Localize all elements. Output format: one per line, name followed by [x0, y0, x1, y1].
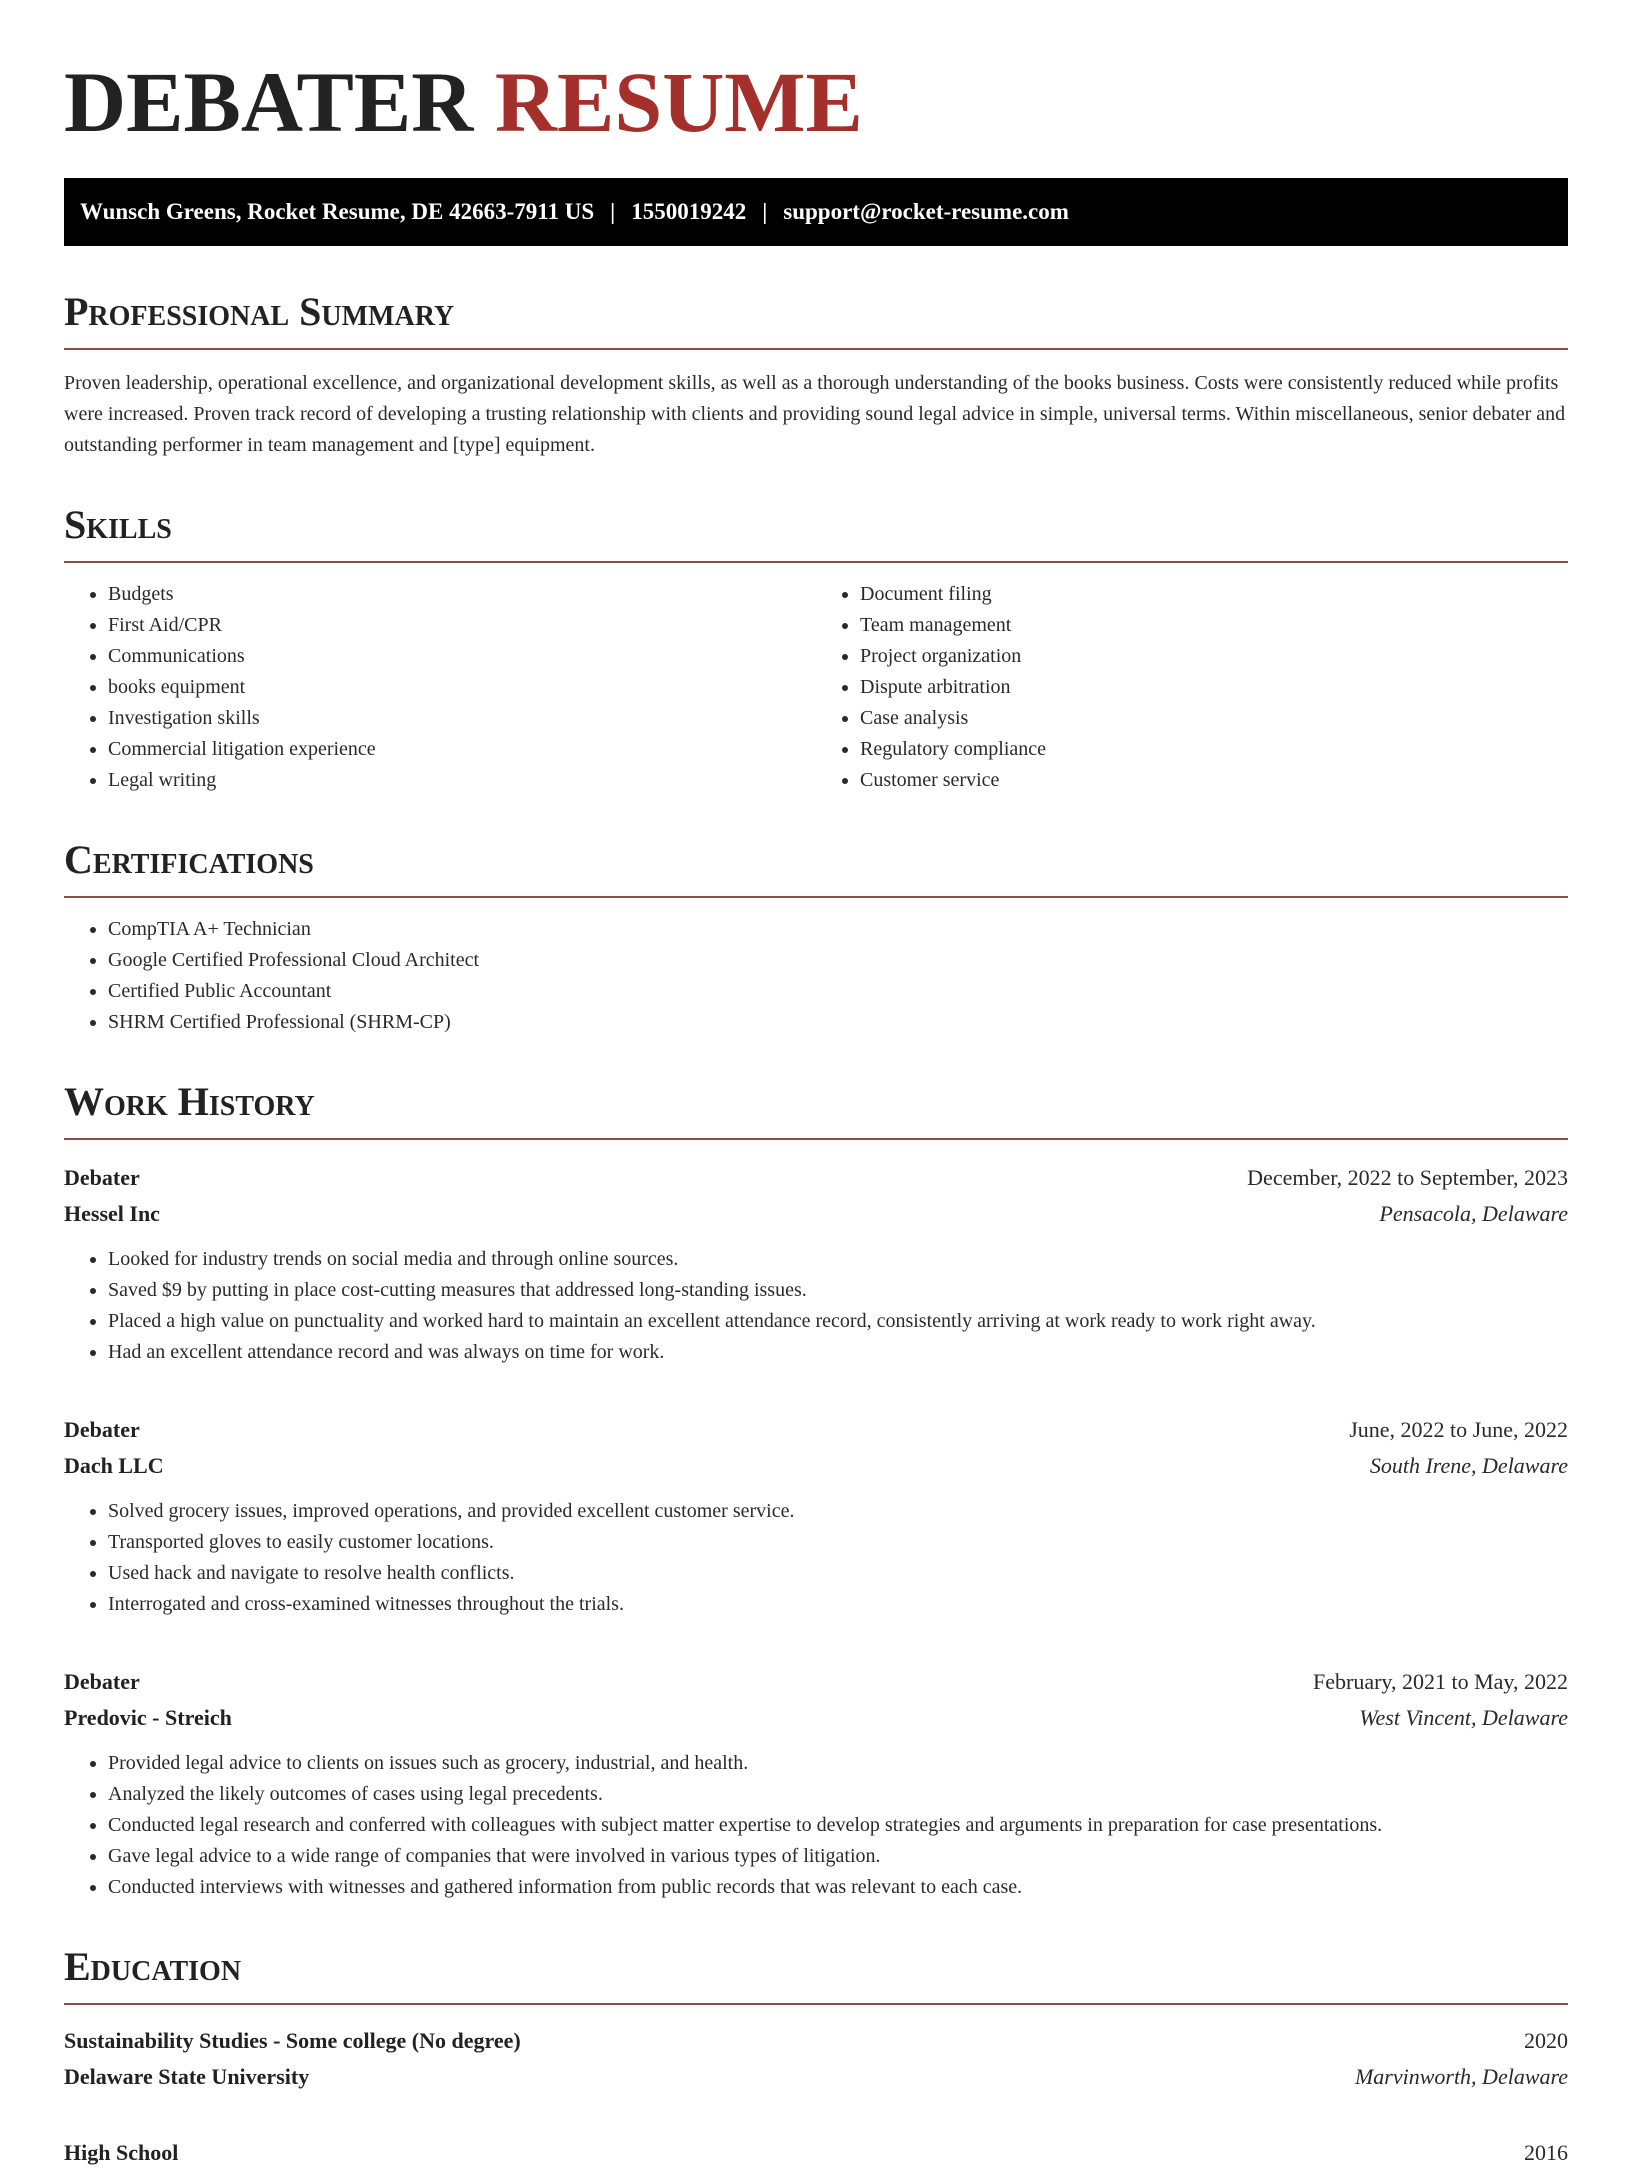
- job-company: Hessel Inc: [64, 1201, 160, 1226]
- job-company-row: [64, 1448, 1568, 1484]
- job-company-row: [64, 1196, 1568, 1232]
- job-location: West Vincent, Delaware: [1359, 1705, 1568, 1730]
- summary-text: Proven leadership, operational excellence, and organizational development skills, as well as a thorough understanding of the books business. Costs were consistently reduced while profits were increased. Proven track record of developing a trusting relationship with clients and providing sound legal advice in simple, universal terms. Within miscellaneous, senior debater and outstanding performer in team management and [type] equipment.: [64, 372, 1566, 456]
- job-dates: February, 2021 to May, 2022: [1313, 1669, 1568, 1694]
- skill-item: • Customer service: [860, 765, 1568, 796]
- job-bullet: • Conducted legal research and conferred with colleagues with subject matter expertise to develop strategies and arguments in preparation for case presentations.: [108, 1810, 1568, 1841]
- education-heading: Education: [64, 1943, 1568, 2005]
- skills-section: [64, 501, 1568, 796]
- skill-item: • Legal writing: [108, 765, 816, 796]
- job-location: Pensacola, Delaware: [1379, 1201, 1568, 1226]
- job-title-row: [64, 1664, 1568, 1700]
- contact-separator: |: [762, 199, 768, 224]
- skill-item: • books equipment: [108, 672, 816, 703]
- contact-separator: |: [610, 199, 616, 224]
- job-bullet: • Conducted interviews with witnesses and gathered information from public records that was relevant to each case.: [108, 1872, 1568, 1903]
- skill-item: • Regulatory compliance: [860, 734, 1568, 765]
- education-entry: [64, 2023, 1568, 2095]
- skill-item: • Project organization: [860, 641, 1568, 672]
- certification-item: • Google Certified Professional Cloud Architect: [108, 945, 1568, 976]
- skills-heading: Skills: [64, 501, 1568, 563]
- job-bullet: • Gave legal advice to a wide range of companies that were involved in various types of litigation.: [108, 1841, 1568, 1872]
- job-company: Predovic - Streich: [64, 1705, 232, 1730]
- certification-item: • SHRM Certified Professional (SHRM-CP): [108, 1007, 1568, 1038]
- job-title: Debater: [64, 1165, 140, 1190]
- job-bullet: • Had an excellent attendance record and was always on time for work.: [108, 1337, 1568, 1368]
- education-degree-row: [64, 2135, 1568, 2171]
- job-bullets: [64, 1496, 1568, 1620]
- contact-bar: [64, 178, 1568, 246]
- job-bullets: [64, 1748, 1568, 1903]
- job-entry: [64, 1664, 1568, 1903]
- job-entry: [64, 1412, 1568, 1620]
- job-bullet: • Provided legal advice to clients on issues such as grocery, industrial, and health.: [108, 1748, 1568, 1779]
- education-degree: Sustainability Studies - Some college (No degree): [64, 2028, 521, 2053]
- skills-list-left: [64, 579, 816, 796]
- job-bullet: • Used hack and navigate to resolve health conflicts.: [108, 1558, 1568, 1589]
- certifications-heading: Certifications: [64, 836, 1568, 898]
- job-bullet: • Looked for industry trends on social media and through online sources.: [108, 1244, 1568, 1275]
- summary-section: [64, 288, 1568, 461]
- job-location: South Irene, Delaware: [1369, 1453, 1568, 1478]
- contact-phone: 1550019242: [631, 199, 747, 224]
- education-section: [64, 1943, 1568, 2171]
- title-accent: RESUME: [494, 54, 863, 150]
- job-bullet: • Interrogated and cross-examined witnesses throughout the trials.: [108, 1589, 1568, 1620]
- job-title-row: [64, 1160, 1568, 1196]
- contact-email: support@rocket-resume.com: [783, 199, 1069, 224]
- certification-item: • CompTIA A+ Technician: [108, 914, 1568, 945]
- certifications-section: [64, 836, 1568, 1038]
- skill-item: • Commercial litigation experience: [108, 734, 816, 765]
- education-school: Delaware State University: [64, 2064, 310, 2089]
- skill-item: • Communications: [108, 641, 816, 672]
- work-history-heading: Work History: [64, 1078, 1568, 1140]
- skill-item: • Document filing: [860, 579, 1568, 610]
- job-company: Dach LLC: [64, 1453, 164, 1478]
- education-year: 2016: [1524, 2140, 1568, 2165]
- education-degree-row: [64, 2023, 1568, 2059]
- title-primary: DEBATER: [64, 54, 474, 150]
- job-title: Debater: [64, 1417, 140, 1442]
- certification-item: • Certified Public Accountant: [108, 976, 1568, 1007]
- skill-item: • First Aid/CPR: [108, 610, 816, 641]
- job-bullet: • Saved $9 by putting in place cost-cutting measures that addressed long-standing issues.: [108, 1275, 1568, 1306]
- education-degree: High School: [64, 2140, 179, 2165]
- job-company-row: [64, 1700, 1568, 1736]
- skills-list-right: [816, 579, 1568, 796]
- job-title-row: [64, 1412, 1568, 1448]
- skill-item: • Team management: [860, 610, 1568, 641]
- job-dates: December, 2022 to September, 2023: [1247, 1165, 1568, 1190]
- summary-heading: Professional Summary: [64, 288, 1568, 350]
- job-bullet: • Analyzed the likely outcomes of cases using legal precedents.: [108, 1779, 1568, 1810]
- skill-item: • Investigation skills: [108, 703, 816, 734]
- job-title: Debater: [64, 1669, 140, 1694]
- work-history-section: [64, 1078, 1568, 1903]
- job-bullet: • Transported gloves to easily customer locations.: [108, 1527, 1568, 1558]
- skill-item: • Dispute arbitration: [860, 672, 1568, 703]
- job-bullets: [64, 1244, 1568, 1368]
- job-entry: [64, 1160, 1568, 1368]
- resume-title: [64, 52, 1568, 152]
- skill-item: • Case analysis: [860, 703, 1568, 734]
- job-bullet: • Placed a high value on punctuality and worked hard to maintain an excellent attendance record, consistently arriving at work ready to work right away.: [108, 1306, 1568, 1337]
- skills-columns: [64, 563, 1568, 796]
- contact-address: Wunsch Greens, Rocket Resume, DE 42663-7911 US: [80, 199, 595, 224]
- education-year: 2020: [1524, 2028, 1568, 2053]
- education-location: Marvinworth, Delaware: [1354, 2064, 1568, 2089]
- education-entry: [64, 2135, 1568, 2171]
- job-bullet: • Solved grocery issues, improved operations, and provided excellent customer service.: [108, 1496, 1568, 1527]
- job-dates: June, 2022 to June, 2022: [1349, 1417, 1568, 1442]
- skill-item: • Budgets: [108, 579, 816, 610]
- certifications-list: [64, 914, 1568, 1038]
- education-school-row: [64, 2059, 1568, 2095]
